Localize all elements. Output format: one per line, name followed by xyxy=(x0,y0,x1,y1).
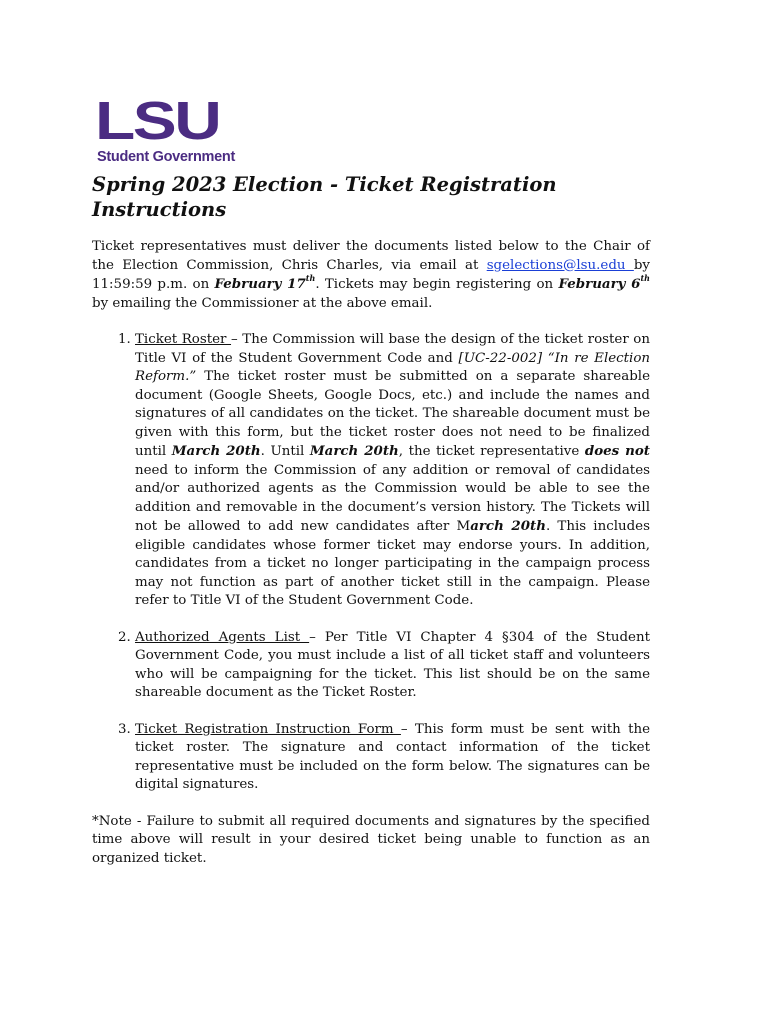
document-body xyxy=(92,238,650,868)
list-item-registration-form xyxy=(135,721,650,795)
deadline-date-text: February 17 xyxy=(214,276,306,292)
intro-text-4: by emailing the Commissioner at the above email. xyxy=(92,295,433,311)
item-text: . Until xyxy=(260,444,310,459)
emphasis-text: does not xyxy=(584,443,650,459)
list-item-ticket-roster xyxy=(135,331,650,611)
title-line-1: Spring 2023 Election - Ticket Registration xyxy=(92,173,557,196)
item-text: – The Commission will base the design of the ticket roster on Title VI of the Student Government Code and xyxy=(135,332,650,366)
intro-text-1: Ticket representatives must deliver the documents listed below to the Chair of the Election Commission, Chris Charles, via email at xyxy=(92,239,650,273)
registration-start-date-text: February 6 xyxy=(558,276,641,292)
item-text: The ticket roster must be submitted on a separate shareable document (Google Sheets, Google Docs, etc.) and include the names and signatures of all candidates on the ticket. The shareable document must be given with this form, but the ticket roster does not need to be finalized until xyxy=(135,369,650,459)
intro-text-2: by 11:59:59 p.m. on xyxy=(92,257,650,292)
email-link[interactable]: sgelections@lsu.edu xyxy=(486,257,634,273)
emphasis-date: March 20th xyxy=(309,443,399,459)
list-item-authorized-agents xyxy=(135,629,650,703)
registration-start-date-sup: th xyxy=(640,273,650,283)
lsu-student-government-logo xyxy=(93,91,236,168)
item-text: – Per Title VI Chapter 4 §304 of the Student Government Code, you must include a list of all ticket staff and volunteers who will be campaigning for the ticket. This list should be on the same shareable document as the Ticket Roster. xyxy=(135,629,650,700)
emphasis-date: March 20th xyxy=(171,443,261,459)
item-text: . This includes eligible candidates whose former ticket may endorse yours. In addition, candidates from a ticket no longer participating in the campaign process may not function as part of another ticket still in the campaign. Please refer to Title VI of the Student Government Code. xyxy=(135,519,650,608)
deadline-date xyxy=(214,273,316,292)
page-title xyxy=(92,172,652,222)
logo-subtitle: Student Government xyxy=(97,149,236,165)
title-line-2: Instructions xyxy=(92,198,227,221)
deadline-date-sup: th xyxy=(305,273,316,283)
intro-text-3: . Tickets may begin registering on xyxy=(315,277,559,292)
item-heading: Ticket Registration Instruction Form xyxy=(135,721,401,737)
registration-start-date xyxy=(558,273,650,292)
item-text: , the ticket representative xyxy=(398,444,585,459)
note-paragraph: *Note - Failure to submit all required documents and signatures by the specified time above will result in your desired ticket being unable to function as an organized ticket. xyxy=(92,813,650,866)
item-text: – This form must be sent with the ticket roster. The signature and contact information of the ticket representative must be included on the form below. The signatures can be digital signatures. xyxy=(135,721,650,792)
requirements-list xyxy=(92,331,650,795)
intro-paragraph xyxy=(92,238,650,313)
item-heading: Ticket Roster xyxy=(135,332,232,347)
item-heading: Authorized Agents List xyxy=(135,629,310,645)
item-text: need to inform the Commission of any addition or removal of candidates and/or authorized agents as the Commission would be able to see the addition and removable in the document’s version history. The Tickets will not be allowed to add new candidates after M xyxy=(135,462,650,534)
logo-wordmark: LSU xyxy=(95,91,220,151)
code-reference: [UC-22-002] “In re Election Reform.” xyxy=(135,350,651,384)
emphasis-date: arch 20th xyxy=(470,518,546,534)
